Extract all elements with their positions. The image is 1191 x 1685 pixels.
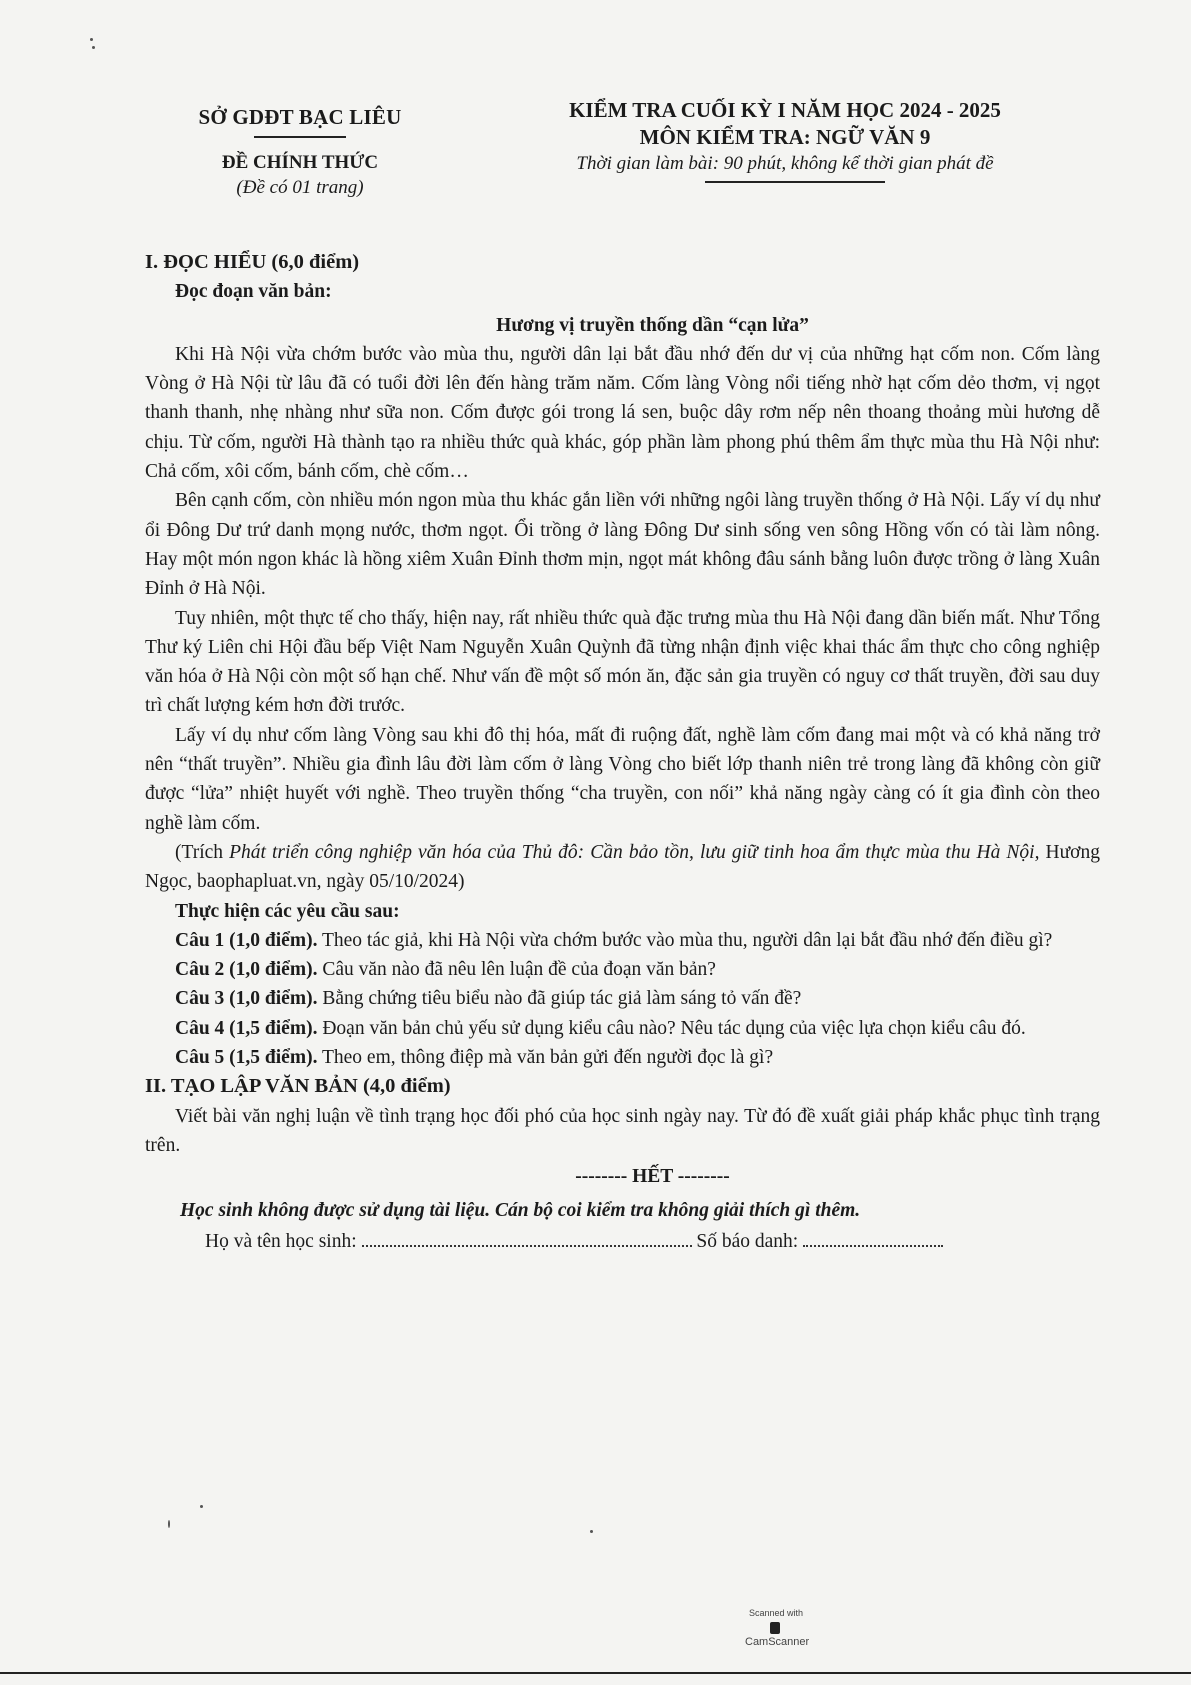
question-text: Bằng chứng tiêu biểu nào đã giúp tác giả làm sáng tỏ vấn đề? (317, 988, 802, 1010)
section-title-reading: I. ĐỌC HIỂU (6,0 điểm) (145, 251, 360, 273)
exam-subject: MÔN KIỂM TRA: NGỮ VĂN 9 (639, 125, 931, 149)
question-label: Câu 2 (1,0 điểm). (175, 959, 318, 981)
header-left (150, 105, 450, 199)
passage-paragraph: Tuy nhiên, một thực tế cho thấy, hiện nay, rất nhiều thức quà đặc trưng mùa thu Hà Nội đang dần biến mất. Như Tổng Thư ký Liên chi Hội đầu bếp Việt Nam Nguyễn Xuân Quỳnh đã từng nhận định việc khai thác ẩm thực cho công nghiệp văn hóa ở Hà Nội còn một số hạn chế. Như vấn đề một số món ăn, đặc sản gia truyền có nguy cơ thất truyền, đời sau duy trì chất lượng kém hơn đời trước. (145, 607, 1100, 717)
scan-speck (590, 1530, 593, 1533)
time-note: Thời gian làm bài: 90 phút, không kể thời gian phát đề (576, 153, 994, 174)
exam-title: KIỂM TRA CUỐI KỲ I NĂM HỌC 2024 - 2025 (569, 98, 1001, 122)
question-label: Câu 4 (1,5 điểm). (175, 1017, 318, 1039)
scanner-line1: Scanned with (748, 1608, 804, 1618)
student-id-label: Số báo danh: (696, 1230, 799, 1252)
student-id-blank (803, 1229, 943, 1247)
camscanner-icon (770, 1622, 780, 1634)
passage-paragraph: Khi Hà Nội vừa chớm bước vào mùa thu, người dân lại bắt đầu nhớ đến dư vị của những hạt cốm non. Cốm làng Vòng ở Hà Nội từ lâu đã có tuổi đời lên đến hàng trăm năm. Cốm làng Vòng nổi tiếng nhờ hạt cốm dẻo thơm, vị ngọt thanh thanh, nhẹ nhàng như sữa non. Cốm được gói trong lá sen, buộc dây rơm nếp nên thoang thoảng mùi hương dễ chịu. Từ cốm, người Hà thành tạo ra nhiều thức quà khác, góp phần làm phong phú thêm ẩm thực mùa thu Hà Nội như: Chả cốm, xôi cốm, bánh cốm, chè cốm… (145, 343, 1100, 483)
question-1 (145, 926, 1100, 955)
bottom-border (0, 1672, 1191, 1674)
scan-speck (200, 1505, 203, 1508)
source-suffix: Hương Ngọc, baophapluat.vn, ngày 05/10/2024) (145, 841, 1100, 893)
question-text: Đoạn văn bản chủ yếu sử dụng kiểu câu nào? Nêu tác dụng của việc lựa chọn kiểu câu đó. (317, 1017, 1026, 1039)
exam-content (145, 248, 1100, 1256)
question-label: Câu 5 (1,5 điểm). (175, 1047, 318, 1069)
tasks-label: Thực hiện các yêu cầu sau: (175, 900, 400, 922)
official-label: ĐỀ CHÍNH THỨC (221, 151, 379, 173)
scan-speck (90, 38, 93, 41)
question-text: Câu văn nào đã nêu lên luận đề của đoạn văn bản? (317, 959, 716, 981)
passage-paragraph: Lấy ví dụ như cốm làng Vòng sau khi đô thị hóa, mất đi ruộng đất, nghề làm cốm đang mai một và có khả năng trở nên “thất truyền”. Nhiều gia đình lâu đời làm cốm ở làng Vòng cho biết lớp thanh niên trẻ trong làng đã không còn giữ được “lửa” nhiệt huyết với nghề. Theo truyền thống “cha truyền, con nối” khả năng ngày càng có ít gia đình còn theo nghề làm cốm. (145, 724, 1100, 834)
scanner-line2 (745, 1621, 810, 1649)
question-text: Theo em, thông điệp mà văn bản gửi đến người đọc là gì? (317, 1047, 774, 1069)
scanner-watermark (745, 1608, 810, 1649)
student-fields (205, 1227, 1100, 1256)
writing-prompt: Viết bài văn nghị luận về tình trạng học đối phó của học sinh ngày nay. Từ đó đề xuất giải pháp khắc phục tình trạng trên. (145, 1105, 1100, 1156)
pages-note: (Đề có 01 trang) (236, 176, 364, 198)
scanner-brand: CamScanner (745, 1636, 810, 1648)
question-label: Câu 1 (1,0 điểm). (175, 929, 318, 951)
source-prefix: (Trích (175, 841, 230, 863)
passage-title: Hương vị truyền thống dần “cạn lửa” (496, 314, 809, 336)
agency-name: SỞ GDĐT BẠC LIÊU (198, 105, 402, 129)
end-marker: -------- HẾT -------- (575, 1166, 730, 1188)
time-underline (705, 181, 885, 183)
question-5 (145, 1043, 1100, 1072)
scan-speck (92, 46, 95, 49)
question-text: Theo tác giả, khi Hà Nội vừa chớm bước vào mùa thu, người dân lại bắt đầu nhớ đến điều gì? (317, 929, 1053, 951)
agency-underline (254, 136, 346, 138)
header-right (505, 98, 1065, 183)
student-name-label: Họ và tên học sinh: (205, 1230, 357, 1252)
exam-note: Học sinh không được sử dụng tài liệu. Cán bộ coi kiểm tra không giải thích gì thêm. (180, 1199, 861, 1221)
student-name-blank (362, 1229, 692, 1247)
passage-paragraph: Bên cạnh cốm, còn nhiều món ngon mùa thu khác gắn liền với những ngôi làng truyền thống ở Hà Nội. Lấy ví dụ như ổi Đông Dư trứ danh mọng nước, thơm ngọt. Ổi trồng ở làng Đông Dư sinh sống ven sông Hồng vốn có tài làm nông. Hay một món ngon khác là hồng xiêm Xuân Đỉnh thơm mịn, ngọt mát không đâu sánh bằng luôn được trồng ở làng Xuân Đỉnh ở Hà Nội. (145, 490, 1100, 600)
source-work: Phát triển công nghiệp văn hóa của Thủ đô: Cần bảo tồn, lưu giữ tinh hoa ẩm thực mùa thu Hà Nội, (229, 841, 1040, 863)
question-2 (145, 955, 1100, 984)
section-title-writing: II. TẠO LẬP VĂN BẢN (4,0 điểm) (145, 1075, 451, 1098)
scan-speck (168, 1520, 170, 1528)
question-3 (145, 984, 1100, 1013)
passage-source (145, 838, 1100, 897)
read-label: Đọc đoạn văn bản: (175, 281, 332, 303)
question-label: Câu 3 (1,0 điểm). (175, 988, 318, 1010)
question-4 (145, 1014, 1100, 1043)
